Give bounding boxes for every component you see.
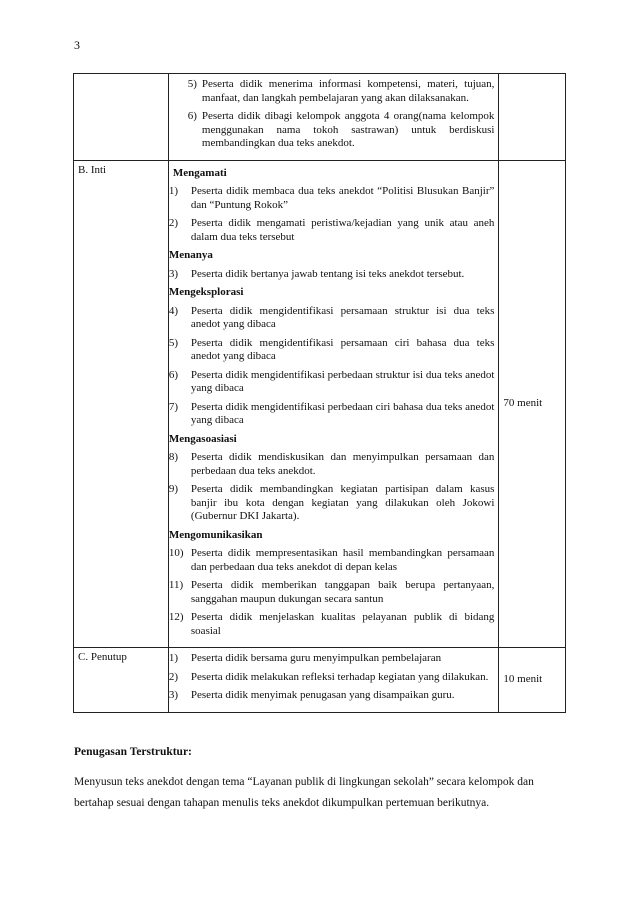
phase-cell [74, 74, 169, 161]
list-item-number: 4) [168, 304, 179, 317]
list-item-text: Peserta didik memberikan tanggapan baik berupa pertanyaan, sanggahan maupun dukungan secara santun [190, 579, 495, 605]
activity-group-heading: Mengeksplorasi [168, 286, 244, 298]
list-item-text: Peserta didik menyimak penugasan yang disampaikan guru. [190, 689, 455, 701]
list-item [169, 369, 495, 396]
list-item [169, 401, 495, 428]
list-item-text: Peserta didik melakukan refleksi terhadap kegiatan yang dilakukan. [190, 670, 489, 683]
list-item-text: Peserta didik membaca dua teks anekdot “Politisi Blusukan Banjir” dan “Puntung Rokok” [190, 185, 495, 211]
list-item-number: 6) [168, 368, 179, 381]
activity-group-heading: Mengamati [172, 166, 227, 179]
list-item-text: Peserta didik membandingkan kegiatan partisipan dalam kasus banjir ibu kota dengan kegiatan yang dilakukan oleh Jokowi (Gubernur DKI Jakarta). [190, 483, 495, 522]
list-item-number: 6) [187, 110, 197, 122]
assignment-title: Penugasan Terstruktur: [74, 746, 192, 758]
list-item [169, 611, 495, 638]
list-item-number: 11) [168, 579, 184, 591]
list-item-text: Peserta didik mengamati peristiwa/kejadian yang unik atau aneh dalam dua teks tersebut [190, 217, 495, 243]
list-item [169, 547, 495, 574]
table-row [74, 160, 566, 648]
activity-group-heading: Menanya [168, 249, 213, 261]
list-item [169, 268, 495, 282]
assignment-text: Menyusun teks anekdot dengan tema “Layanan publik di lingkungan sekolah” secara kelompok dan bertahap sesuai dengan tahapan menulis teks anekdot dikumpulkan pertemuan berikutnya. [74, 776, 534, 809]
list-item-number: 3) [168, 689, 179, 701]
page-number: 3 [74, 38, 80, 52]
list-item-number: 9) [168, 483, 179, 495]
list-item [169, 652, 495, 666]
list-item [169, 579, 495, 606]
table-row [74, 74, 566, 161]
list-item-text: Peserta didik mengidentifikasi perbedaan ciri bahasa dua teks anedot yang dibaca [190, 400, 495, 426]
list-item-number: 7) [168, 400, 179, 413]
list-item-number: 5) [187, 78, 197, 90]
list-item-text: Peserta didik mendiskusikan dan menyimpulkan persamaan dan perbedaan dua teks anekdot. [190, 451, 495, 477]
list-item-number: 5) [168, 336, 179, 349]
list-item-number: 1) [168, 652, 179, 664]
table-row [74, 648, 566, 713]
list-item-text: Peserta didik bertanya jawab tentang isi teks anekdot tersebut. [190, 267, 465, 280]
list-item-text: Peserta didik dibagi kelompok anggota 4 orang(nama kelompok menggunakan nama tokoh sastrawan) untuk berdiskusi membandingkan dua teks anekdot. [201, 110, 495, 149]
list-item-number: 1) [168, 185, 179, 197]
list-item [169, 337, 495, 364]
time-allocation-cell: 70 menit [499, 160, 566, 648]
list-item-number: 3) [168, 267, 179, 280]
time-allocation-cell: 10 menit [499, 648, 566, 713]
time-allocation-cell [499, 74, 566, 161]
list-item-number: 2) [168, 670, 179, 683]
list-item [169, 78, 495, 105]
list-item-text: Peserta didik mengidentifikasi perbedaan struktur isi dua teks anedot yang dibaca [190, 368, 495, 394]
list-item [169, 185, 495, 212]
list-item [169, 671, 495, 685]
list-item-number: 8) [168, 451, 179, 463]
list-item-text: Peserta didik mengidentifikasi persamaan ciri bahasa dua teks anedot yang dibaca [190, 336, 495, 362]
list-item-text: Peserta didik mempresentasikan hasil membandingkan persamaan dan perbedaan dua teks anekdot di depan kelas [190, 547, 495, 573]
list-item [169, 217, 495, 244]
list-item-text: Peserta didik bersama guru menyimpulkan pembelajaran [190, 652, 442, 664]
list-item-text: Peserta didik mengidentifikasi persamaan struktur isi dua teks anedot yang dibaca [190, 304, 495, 330]
activity-group-heading: Mengasoasiasi [168, 432, 237, 445]
list-item [169, 305, 495, 332]
phase-cell: B. Inti [74, 160, 169, 648]
phase-cell: C. Penutup [74, 648, 169, 713]
list-item-text: Peserta didik menjelaskan kualitas pelayanan publik di bidang soasial [190, 611, 495, 637]
list-item [169, 689, 495, 703]
list-item-number: 12) [168, 611, 184, 623]
list-item-number: 10) [168, 547, 184, 559]
activity-cell [168, 160, 499, 648]
activity-cell [168, 648, 499, 713]
list-item-text: Peserta didik menerima informasi kompetensi, materi, tujuan, manfaat, dan langkah pembelajaran yang akan dilaksanakan. [201, 78, 495, 104]
list-item [169, 451, 495, 478]
list-item [169, 483, 495, 524]
list-item [169, 110, 495, 151]
lesson-activity-table [73, 73, 566, 713]
list-item-number: 2) [168, 217, 179, 229]
activity-cell [168, 74, 499, 161]
activity-group-heading: Mengomunikasikan [168, 528, 263, 541]
